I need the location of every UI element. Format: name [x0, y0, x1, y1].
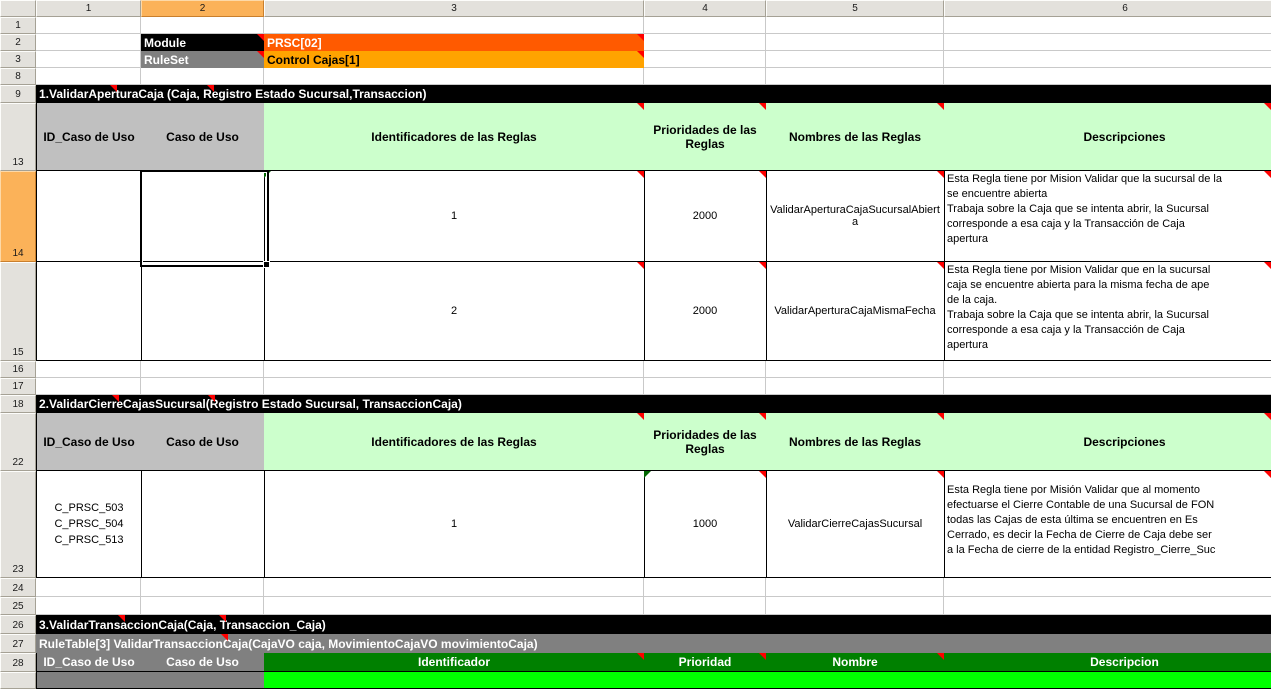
cell-value: 2000 [692, 210, 718, 222]
comment-indicator-icon [759, 103, 766, 110]
comment-indicator-icon [112, 395, 119, 402]
row-header-14[interactable]: 14 [0, 171, 36, 262]
comment-indicator-icon [637, 171, 644, 178]
row-header-23[interactable]: 23 [0, 471, 36, 578]
header-label: Identificador [417, 655, 490, 669]
row-header-18[interactable]: 18 [0, 395, 36, 413]
header-label: Caso de Uso [166, 434, 239, 449]
cell-id-r15[interactable] [36, 262, 142, 361]
cell-value: 1000 [692, 518, 718, 530]
cell-descripcion-r15[interactable] [944, 262, 1271, 361]
comment-indicator-icon [759, 653, 766, 660]
cell-value: 2000 [692, 305, 718, 317]
grid-band [36, 361, 1271, 395]
cell-identificador-r14[interactable] [264, 171, 645, 262]
row-header-2[interactable]: 2 [0, 34, 36, 51]
header-label: ID_Caso de Uso [43, 655, 135, 669]
cell-nombre-r15[interactable] [766, 262, 945, 361]
header-label: Caso de Uso [166, 655, 239, 669]
active-cell-selection[interactable] [140, 170, 269, 267]
cell-id-r14[interactable] [36, 171, 142, 262]
row-header-25[interactable]: 25 [0, 597, 36, 615]
cell-value: 2 [450, 305, 458, 317]
comment-indicator-icon [637, 51, 644, 58]
comment-indicator-icon [207, 85, 214, 92]
row-header-26[interactable]: 26 [0, 615, 36, 634]
comment-indicator-icon [759, 413, 766, 420]
cell-descripcion-r23[interactable] [944, 471, 1271, 578]
cell-value: ValidarCierreCajasSucursal [787, 518, 923, 530]
cell-nombre-r14[interactable] [766, 171, 945, 262]
header-prioridades[interactable] [644, 103, 767, 171]
row-header-17[interactable]: 17 [0, 378, 36, 395]
header3-id-caso[interactable] [36, 653, 142, 672]
header-nombres[interactable] [766, 103, 945, 171]
cell3-id-row[interactable] [36, 672, 142, 689]
cell3-nombre-row[interactable] [766, 672, 945, 689]
header3-descripcion[interactable] [944, 653, 1271, 672]
cell-value: 1 [450, 210, 458, 222]
row-header-1[interactable]: 1 [0, 17, 36, 34]
comment-indicator-icon [937, 653, 944, 660]
section2-title: 2.ValidarCierreCajasSucursal(Registro Estado Sucursal, TransaccionCaja) [39, 397, 462, 411]
header-label: ID_Caso de Uso [43, 129, 135, 144]
cell-prioridad-r14[interactable] [644, 171, 767, 262]
cell-id-r23[interactable] [36, 471, 142, 578]
header-label: Prioridad [678, 655, 732, 669]
comment-indicator-icon [637, 34, 644, 41]
cell-value: ValidarAperturaCajaSucursalAbierta [770, 204, 940, 228]
header-identificadores-2[interactable] [264, 413, 645, 471]
cell-caso-r15[interactable] [141, 262, 265, 361]
comment-indicator-icon [937, 103, 944, 110]
comment-indicator-icon [637, 103, 644, 110]
module-value: PRSC[02] [267, 35, 322, 50]
header-caso-2[interactable] [141, 413, 265, 471]
ruleset-value-cell[interactable] [264, 51, 644, 68]
row-header-16[interactable]: 16 [0, 361, 36, 378]
gridline [36, 596, 1271, 597]
cell-caso-r23[interactable] [141, 471, 265, 578]
section1-banner[interactable] [36, 85, 1271, 103]
comment-indicator-icon [1264, 171, 1271, 178]
comment-indicator-icon [208, 395, 215, 402]
module-value-cell[interactable] [264, 34, 644, 51]
header-id-caso-2[interactable] [36, 413, 142, 471]
comment-indicator-icon [937, 262, 944, 269]
header-descripciones[interactable] [944, 103, 1271, 171]
comment-indicator-icon [257, 34, 264, 41]
row-header-9[interactable]: 9 [0, 85, 36, 103]
header3-nombre[interactable] [766, 653, 945, 672]
header-label: Identificadores de las Reglas [371, 434, 537, 449]
row-header-3[interactable]: 3 [0, 51, 36, 68]
smart-tag-icon [644, 471, 651, 478]
comment-indicator-icon [118, 615, 125, 622]
row-header-15[interactable]: 15 [0, 262, 36, 361]
header-label: Prioridades de las Reglas [653, 122, 757, 151]
comment-indicator-icon [937, 171, 944, 178]
comment-indicator-icon [221, 634, 228, 641]
header-label: Caso de Uso [166, 129, 239, 144]
cell-descripcion-r14[interactable] [944, 171, 1271, 262]
module-label: Module [144, 35, 186, 50]
comment-indicator-icon [759, 171, 766, 178]
comment-indicator-icon [110, 85, 117, 92]
cell3-prioridad-row[interactable] [644, 672, 767, 689]
section3-banner[interactable] [36, 615, 1271, 634]
comment-indicator-icon [1264, 103, 1271, 110]
cell3-caso-row[interactable] [141, 672, 265, 689]
header3-identificador[interactable] [264, 653, 645, 672]
header-label: ID_Caso de Uso [43, 434, 135, 449]
cell3-descripcion-row[interactable] [944, 672, 1271, 689]
row-header-13[interactable]: 13 [0, 103, 36, 171]
comment-indicator-icon [759, 262, 766, 269]
header-label: Nombres de las Reglas [788, 129, 922, 144]
cell-nombre-r23[interactable] [766, 471, 945, 578]
cell-prioridad-r15[interactable] [644, 262, 767, 361]
row-header-28[interactable]: 28 [0, 653, 36, 672]
comment-indicator-icon [1264, 413, 1271, 420]
header-label: Nombres de las Reglas [788, 434, 922, 449]
cell-value: C_PRSC_503 C_PRSC_504 C_PRSC_513 [54, 502, 124, 546]
header-nombres-2[interactable] [766, 413, 945, 471]
header-label: Descripciones [1083, 434, 1166, 449]
comment-indicator-icon [637, 653, 644, 660]
cell-identificador-r15[interactable] [264, 262, 645, 361]
fill-handle[interactable] [263, 261, 270, 268]
row-header-27[interactable]: 27 [0, 634, 36, 653]
header-label: Prioridades de las Reglas [653, 427, 757, 456]
cell-identificador-r23[interactable] [264, 471, 645, 578]
ruleset-value: Control Cajas[1] [267, 52, 360, 67]
module-label-cell[interactable] [141, 34, 264, 51]
column-header-6[interactable]: 6 [944, 0, 1271, 17]
row-header-24[interactable]: 24 [0, 578, 36, 597]
cell-prioridad-r23[interactable] [644, 471, 767, 578]
row-header-22[interactable]: 22 [0, 413, 36, 471]
section2-banner[interactable] [36, 395, 1271, 413]
section3-subtitle: RuleTable[3] ValidarTransaccionCaja(CajaVO caja, MovimientoCajaVO movimientoCaja) [39, 636, 538, 651]
cell-value: ValidarAperturaCajaMismaFecha [774, 305, 936, 317]
cell-value: Esta Regla tiene por Misión Validar que al momento efectuarse el Cierre Contable de una Sucursal de FON todas las Cajas de esta última se encuentren en Es Cerrado, es decir la Fecha de Cierre de Caja debe ser a la Fecha de cierre de la entidad Registro_Cierre_Suc [947, 484, 1216, 556]
row-header-8[interactable]: 8 [0, 68, 36, 85]
header3-prioridad[interactable] [644, 653, 767, 672]
row-header-blank[interactable] [0, 672, 36, 689]
comment-indicator-icon [637, 262, 644, 269]
comment-indicator-icon [1264, 262, 1271, 269]
select-all-corner[interactable] [0, 0, 36, 17]
header-identificadores[interactable] [264, 103, 645, 171]
header-prioridades-2[interactable] [644, 413, 767, 471]
comment-indicator-icon [257, 51, 264, 58]
cell3-identificador-row[interactable] [264, 672, 645, 689]
ruleset-label: RuleSet [144, 52, 189, 67]
header-label: Descripcion [1090, 655, 1159, 669]
header-label: Identificadores de las Reglas [371, 129, 537, 144]
cell-value: Esta Regla tiene por Mision Validar que la sucursal de la se encuentre abierta Trabaja sobre la Caja que se intenta abrir, la Sucursal corresponde a esa caja y la Transacción de Caja apertura [947, 173, 1222, 245]
comment-indicator-icon [219, 615, 226, 622]
header-id-caso[interactable] [36, 103, 142, 171]
header-label: Descripciones [1083, 129, 1166, 144]
section3-title: 3.ValidarTransaccionCaja(Caja, Transaccion_Caja) [39, 617, 326, 632]
cell-value: 1 [450, 518, 458, 530]
header-caso[interactable] [141, 103, 265, 171]
column-header-1[interactable]: 1 [36, 0, 141, 17]
comment-indicator-icon [1264, 471, 1271, 478]
comment-indicator-icon [759, 471, 766, 478]
comment-indicator-icon [637, 413, 644, 420]
column-header-2[interactable]: 2 [141, 0, 264, 17]
column-header-5[interactable]: 5 [766, 0, 944, 17]
section3-subbanner[interactable] [36, 634, 1271, 653]
comment-indicator-icon [937, 471, 944, 478]
ruleset-label-cell[interactable] [141, 51, 264, 68]
header3-caso[interactable] [141, 653, 265, 672]
gridline [36, 377, 1271, 378]
column-header-3[interactable]: 3 [264, 0, 644, 17]
column-header-4[interactable]: 4 [644, 0, 766, 17]
cell-value: Esta Regla tiene por Mision Validar que en la sucursal caja se encuentre abierta para la misma fecha de ape de la caja. Trabaja sobre la Caja que se intenta abrir, la Sucursal corresponde a esa caja y la Transacción de Caja apertura [947, 264, 1211, 351]
header-label: Nombre [832, 655, 878, 669]
section1-title: 1.ValidarAperturaCaja (Caja, Registro Estado Sucursal,Transaccion) [39, 87, 427, 101]
header-descripciones-2[interactable] [944, 413, 1271, 471]
comment-indicator-icon [937, 413, 944, 420]
